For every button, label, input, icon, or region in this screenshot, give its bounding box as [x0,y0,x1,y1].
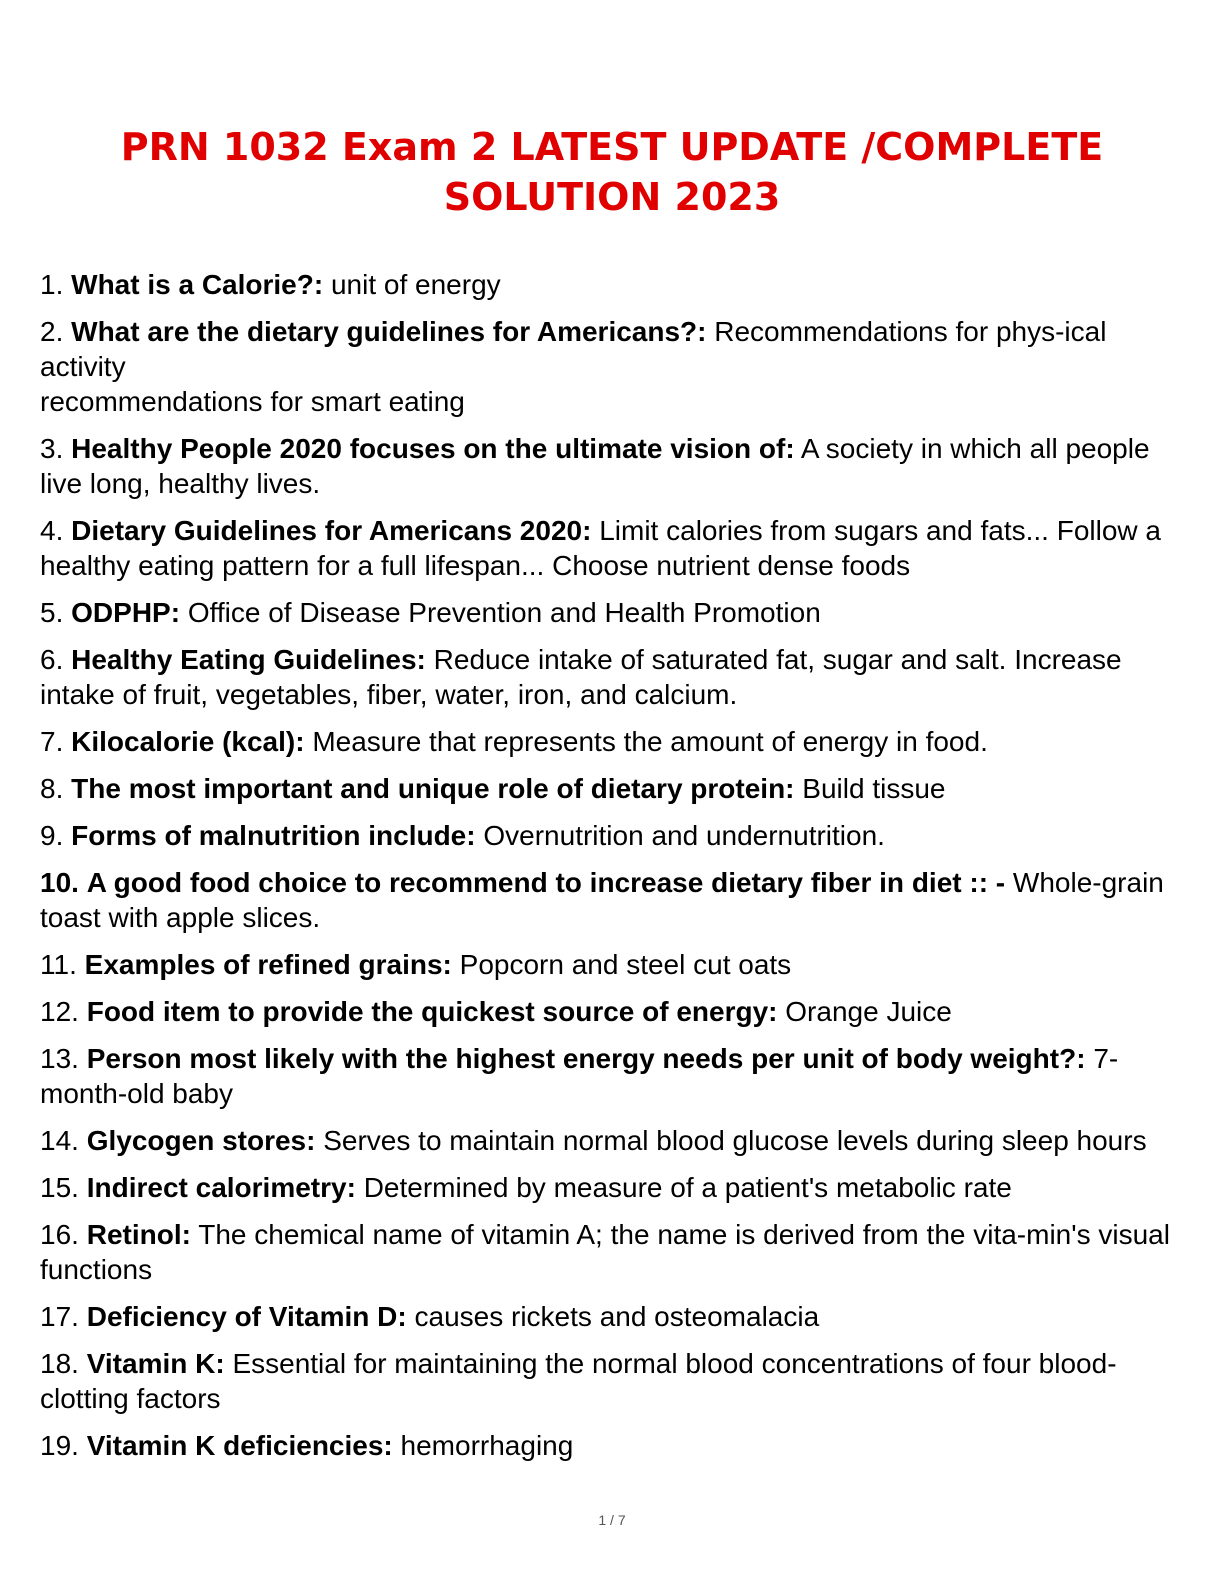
list-item [40,1346,1180,1416]
question-text: What is a Calorie?: [71,269,324,300]
list-item [40,865,1180,935]
answer-text: hemorrhaging [400,1430,574,1461]
item-number: 12. [40,996,79,1027]
list-item [40,818,1180,853]
item-number: 19. [40,1430,79,1461]
question-text: Deficiency of Vitamin D: [86,1301,407,1332]
list-item [40,513,1180,583]
item-number: 3. [40,433,64,464]
question-text: ODPHP: [71,597,181,628]
list-item [40,1170,1180,1205]
answer-text: Whole-grain toast with apple slices. [40,867,1164,933]
document-title [60,122,1164,222]
item-number: 10. [40,867,79,898]
answer-text: Popcorn and steel cut oats [459,949,792,980]
answer-text: Serves to maintain normal blood glucose levels during sleep hours [323,1125,1147,1156]
list-item [40,642,1180,712]
item-number: 13. [40,1043,79,1074]
question-text: Person most likely with the highest energy needs per unit of body weight?: [86,1043,1086,1074]
item-number: 11. [40,949,77,980]
question-text: Glycogen stores: [86,1125,316,1156]
item-number: 6. [40,644,64,675]
list-item [40,314,1180,419]
answer-text: causes rickets and osteomalacia [414,1301,820,1332]
question-text: Dietary Guidelines for Americans 2020: [71,515,592,546]
question-text: Vitamin K: [86,1348,225,1379]
question-text: Retinol: [86,1219,191,1250]
question-text: The most important and unique role of dietary protein: [71,773,795,804]
title-line-2: SOLUTION 2023 [443,175,781,219]
question-text: What are the dietary guidelines for Americans?: [71,316,707,347]
question-text: Forms of malnutrition include: [71,820,476,851]
answer-text: Build tissue [802,773,946,804]
list-item [40,267,1180,302]
item-number: 8. [40,773,64,804]
answer-text: Reduce intake of saturated fat, sugar and salt. Increase intake of fruit, vegetables, fiber, water, iron, and calcium. [40,644,1122,710]
question-text: Vitamin K deficiencies: [86,1430,393,1461]
question-text: A good food choice to recommend to increase dietary fiber in diet :: - [86,867,1006,898]
item-number: 16. [40,1219,79,1250]
item-number: 15. [40,1172,79,1203]
answer-text: Office of Disease Prevention and Health Promotion [187,597,821,628]
answer-text: Overnutrition and undernutrition. [483,820,885,851]
answer-text: Recommendations for phys-ical activity [40,316,1107,382]
answer-text: Limit calories from sugars and fats... Follow a healthy eating pattern for a full lifespan... Choose nutrient dense foods [40,515,1161,581]
item-number: 18. [40,1348,79,1379]
question-text: Indirect calorimetry: [86,1172,356,1203]
list-item [40,947,1180,982]
answer-text: Essential for maintaining the normal blood concentrations of four blood-clotting factors [40,1348,1117,1414]
answer-text-continued: recommendations for smart eating [40,386,465,417]
answer-text: Determined by measure of a patient's metabolic rate [363,1172,1012,1203]
qa-list [40,267,1180,1475]
answer-text: A society in which all people live long, healthy lives. [40,433,1150,499]
answer-text: Measure that represents the amount of energy in food. [312,726,988,757]
item-number: 5. [40,597,64,628]
question-text: Healthy People 2020 focuses on the ultimate vision of: [71,433,795,464]
item-number: 1. [40,269,64,300]
item-number: 2. [40,316,64,347]
question-text: Kilocalorie (kcal): [71,726,305,757]
item-number: 14. [40,1125,79,1156]
answer-text: Orange Juice [785,996,952,1027]
item-number: 7. [40,726,64,757]
list-item [40,1428,1180,1463]
list-item [40,595,1180,630]
list-item [40,1299,1180,1334]
list-item [40,771,1180,806]
question-text: Healthy Eating Guidelines: [71,644,426,675]
answer-text: 7-month-old baby [40,1043,1119,1109]
answer-text: unit of energy [330,269,501,300]
item-number: 17. [40,1301,79,1332]
answer-text: The chemical name of vitamin A; the name is derived from the vita-min's visual functions [40,1219,1170,1285]
list-item [40,1123,1180,1158]
page-number: 1 / 7 [598,1512,626,1528]
list-item [40,1217,1180,1287]
item-number: 4. [40,515,64,546]
list-item [40,431,1180,501]
item-number: 9. [40,820,64,851]
list-item [40,724,1180,759]
question-text: Examples of refined grains: [84,949,452,980]
title-line-1: PRN 1032 Exam 2 LATEST UPDATE /COMPLETE [120,125,1104,169]
list-item [40,1041,1180,1111]
list-item [40,994,1180,1029]
question-text: Food item to provide the quickest source of energy: [86,996,778,1027]
